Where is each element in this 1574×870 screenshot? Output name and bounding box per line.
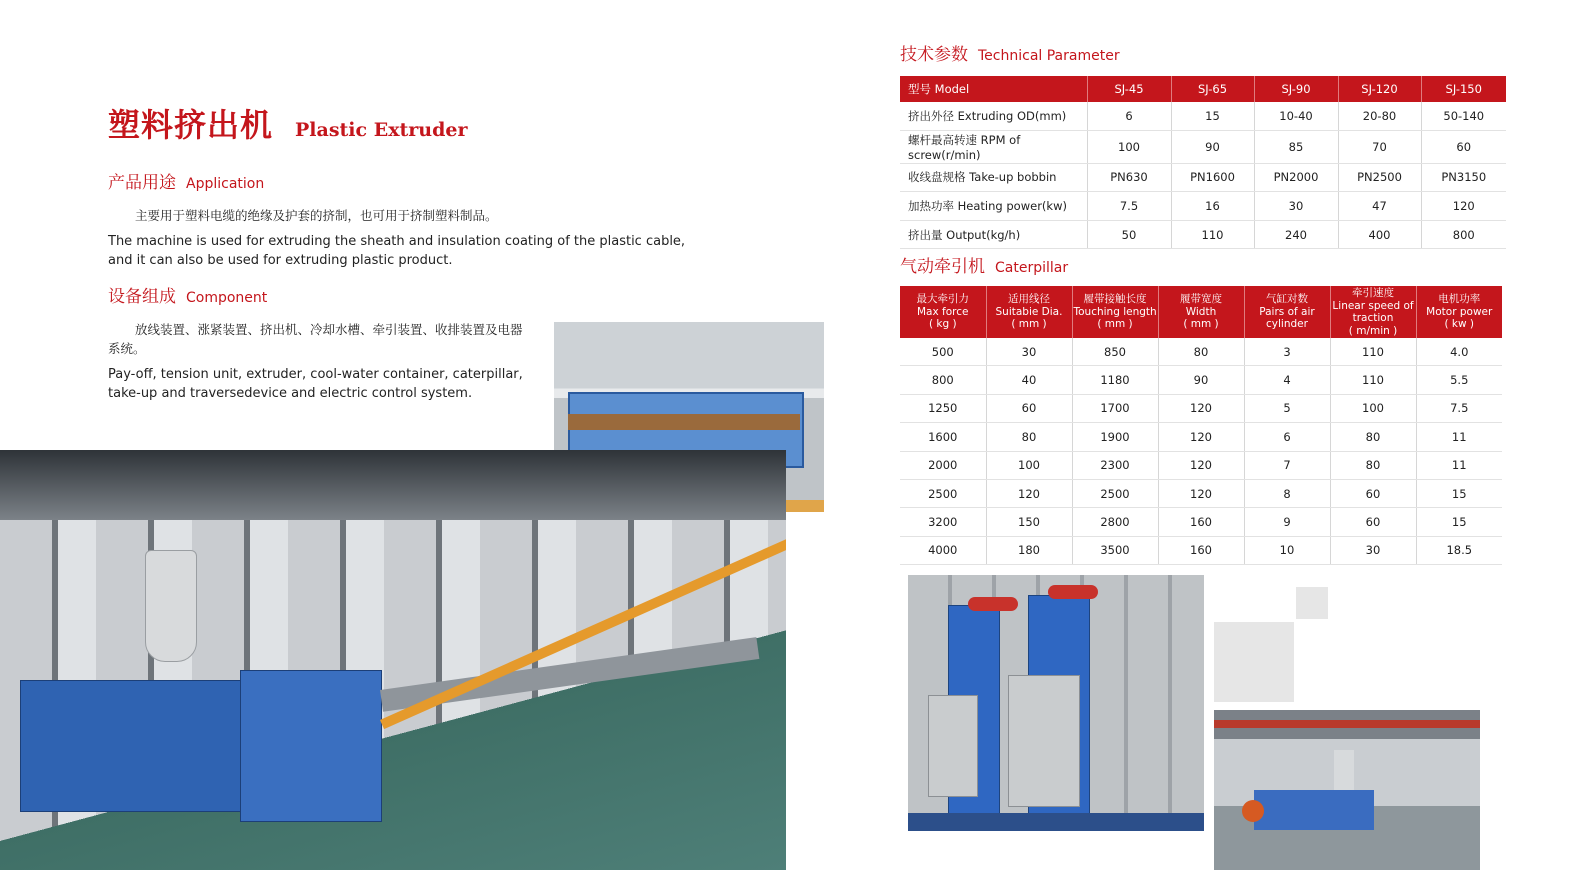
- table-cell: 6: [1087, 102, 1171, 130]
- title-en: Plastic Extruder: [295, 119, 468, 141]
- table-cell: 11: [1416, 423, 1502, 451]
- table-cell: 400: [1338, 220, 1421, 249]
- caterpillar-heading: [900, 252, 1068, 277]
- decorative-square: [1296, 587, 1328, 619]
- table-cell: 110: [1171, 220, 1254, 249]
- table-cell: 7: [1244, 451, 1330, 479]
- application-text-en: The machine is used for extruding the sheath and insulation coating of the plastic cable, and it can also be used for extruding plastic product.: [108, 234, 686, 268]
- extrusion-line-photo: [0, 450, 786, 870]
- table-cell: 15: [1416, 479, 1502, 507]
- table-cell: 80: [1330, 423, 1416, 451]
- table-cell: 90: [1158, 366, 1244, 394]
- table-cell: 120: [1158, 394, 1244, 422]
- table-cell: 2500: [1072, 479, 1158, 507]
- table-cell: 1180: [1072, 366, 1158, 394]
- factory-line-photo: [1214, 710, 1480, 870]
- table-cell: 150: [986, 508, 1072, 536]
- table-header-row: [900, 76, 1506, 102]
- table-row: [900, 220, 1506, 249]
- table-cell: 2500: [900, 479, 986, 507]
- table-cell: 8: [1244, 479, 1330, 507]
- machine-cap: [968, 597, 1018, 611]
- hopper-dryer: [145, 550, 197, 662]
- table-cell: 85: [1254, 130, 1338, 163]
- header-cell: 适用线径 Suitabie Dia. ( mm ): [986, 286, 1072, 338]
- table-cell: 100: [1087, 130, 1171, 163]
- table-row: [900, 163, 1506, 192]
- table-cell: 15: [1171, 102, 1254, 130]
- component-text-en: Pay-off, tension unit, extruder, cool-water container, caterpillar, take-up and traversedevice and electric control system.: [108, 367, 523, 401]
- table-cell: 5: [1244, 394, 1330, 422]
- table-cell: 30: [986, 338, 1072, 366]
- table-cell: 110: [1330, 366, 1416, 394]
- factory-roof: [0, 450, 786, 520]
- table-cell: 100: [1330, 394, 1416, 422]
- table-cell: 850: [1072, 338, 1158, 366]
- table-cell: 5.5: [1416, 366, 1502, 394]
- machine-cap: [1048, 585, 1098, 599]
- table-cell: 40: [986, 366, 1072, 394]
- control-cabinet: [928, 695, 978, 797]
- table-cell: 4.0: [1416, 338, 1502, 366]
- extruder-machine: [1254, 790, 1374, 830]
- header-cell: 电机功率 Motor power ( kw ): [1416, 286, 1502, 338]
- header-cell: SJ-120: [1338, 76, 1421, 102]
- table-cell: 3200: [900, 508, 986, 536]
- table-row: [900, 423, 1502, 451]
- caterpillar-heading-cn: 气动牵引机: [900, 257, 985, 277]
- table-cell: 120: [1158, 423, 1244, 451]
- machine-base: [908, 813, 1204, 831]
- table-cell: 1600: [900, 423, 986, 451]
- caterpillar-belt: [568, 414, 800, 430]
- table-cell: 10-40: [1254, 102, 1338, 130]
- table-cell: 80: [1330, 451, 1416, 479]
- table-cell: 60: [1421, 130, 1506, 163]
- table-cell: 4: [1244, 366, 1330, 394]
- application-heading-en: Application: [186, 176, 265, 192]
- table-cell: 180: [986, 536, 1072, 564]
- table-cell: 6: [1244, 423, 1330, 451]
- header-cell: 最大牵引力 Max force ( kg ): [900, 286, 986, 338]
- table-cell: 4000: [900, 536, 986, 564]
- payoff-reel: [1242, 800, 1264, 822]
- table-cell: 50-140: [1421, 102, 1506, 130]
- table-cell: PN2500: [1338, 163, 1421, 192]
- table-cell: PN2000: [1254, 163, 1338, 192]
- table-cell: 2300: [1072, 451, 1158, 479]
- table-cell: 3: [1244, 338, 1330, 366]
- header-cell: 气缸对数 Pairs of air cylinder: [1244, 286, 1330, 338]
- header-cell: 型号 Model: [900, 76, 1087, 102]
- caterpillar-table-body: [900, 338, 1502, 565]
- extruder-machine: [20, 680, 242, 812]
- table-cell: 1700: [1072, 394, 1158, 422]
- technical-heading-cn: 技术参数: [900, 45, 968, 65]
- control-cabinet: [1008, 675, 1080, 807]
- table-cell: 90: [1171, 130, 1254, 163]
- table-cell: 120: [1158, 479, 1244, 507]
- table-cell: 18.5: [1416, 536, 1502, 564]
- table-row: [900, 338, 1502, 366]
- table-row: [900, 366, 1502, 394]
- page-title: [108, 100, 468, 146]
- table-row: [900, 102, 1506, 130]
- table-cell: 7.5: [1087, 192, 1171, 221]
- table-row: [900, 130, 1506, 163]
- header-cell: SJ-90: [1254, 76, 1338, 102]
- table-cell: 60: [986, 394, 1072, 422]
- table-cell: 9: [1244, 508, 1330, 536]
- table-cell: 挤出量 Output(kg/h): [900, 220, 1087, 249]
- overhead-crane: [1214, 720, 1480, 728]
- table-cell: 16: [1171, 192, 1254, 221]
- component-heading-cn: 设备组成: [108, 287, 176, 307]
- technical-heading-en: Technical Parameter: [978, 48, 1120, 64]
- table-cell: 螺杆最高转速 RPM of screw(r/min): [900, 130, 1087, 163]
- header-cell: SJ-150: [1421, 76, 1506, 102]
- table-cell: 7.5: [1416, 394, 1502, 422]
- table-cell: 120: [986, 479, 1072, 507]
- table-cell: 2800: [1072, 508, 1158, 536]
- application-heading-cn: 产品用途: [108, 173, 176, 193]
- table-cell: 15: [1416, 508, 1502, 536]
- table-cell: 120: [1421, 192, 1506, 221]
- table-cell: 30: [1330, 536, 1416, 564]
- component-heading: [108, 282, 267, 307]
- table-row: [900, 394, 1502, 422]
- table-cell: PN630: [1087, 163, 1171, 192]
- table-header-row: [900, 286, 1502, 338]
- table-cell: 20-80: [1338, 102, 1421, 130]
- table-cell: 2000: [900, 451, 986, 479]
- table-row: [900, 536, 1502, 564]
- table-row: [900, 451, 1502, 479]
- table-cell: PN3150: [1421, 163, 1506, 192]
- table-cell: 1250: [900, 394, 986, 422]
- table-cell: 30: [1254, 192, 1338, 221]
- table-cell: 160: [1158, 508, 1244, 536]
- table-cell: 47: [1338, 192, 1421, 221]
- table-cell: 11: [1416, 451, 1502, 479]
- caterpillar-table: [900, 286, 1502, 565]
- header-cell: 履带接触长度 Touching length ( mm ): [1072, 286, 1158, 338]
- table-cell: 110: [1330, 338, 1416, 366]
- table-cell: 10: [1244, 536, 1330, 564]
- table-cell: 收线盘规格 Take-up bobbin: [900, 163, 1087, 192]
- application-text-cn: 主要用于塑料电缆的绝缘及护套的挤制，也可用于挤制塑料制品。: [135, 208, 498, 223]
- table-cell: 50: [1087, 220, 1171, 249]
- component-heading-en: Component: [186, 290, 268, 306]
- table-cell: 80: [1158, 338, 1244, 366]
- header-cell: 牵引速度 Linear speed of traction ( m/min ): [1330, 286, 1416, 338]
- table-cell: 500: [900, 338, 986, 366]
- floor-stripe: [380, 533, 786, 729]
- table-cell: 挤出外径 Extruding OD(mm): [900, 102, 1087, 130]
- technical-parameter-table: [900, 76, 1506, 249]
- table-cell: 60: [1330, 508, 1416, 536]
- title-cn: 塑料挤出机: [108, 106, 274, 144]
- table-cell: 800: [1421, 220, 1506, 249]
- caterpillar-machines-photo: [908, 575, 1204, 831]
- table-cell: 1900: [1072, 423, 1158, 451]
- component-text-cn: 放线装置、涨紧装置、挤出机、冷却水槽、牵引装置、收排装置及电器系统。: [108, 322, 523, 356]
- table-cell: 60: [1330, 479, 1416, 507]
- table-row: [900, 508, 1502, 536]
- table-cell: 80: [986, 423, 1072, 451]
- table-cell: 800: [900, 366, 986, 394]
- table-cell: 100: [986, 451, 1072, 479]
- extruder-head: [240, 670, 382, 822]
- technical-heading: [900, 40, 1120, 65]
- table-cell: PN1600: [1171, 163, 1254, 192]
- table-cell: 240: [1254, 220, 1338, 249]
- table-cell: 160: [1158, 536, 1244, 564]
- table-row: [900, 479, 1502, 507]
- header-cell: SJ-65: [1171, 76, 1254, 102]
- table-cell: 70: [1338, 130, 1421, 163]
- table-cell: 加热功率 Heating power(kw): [900, 192, 1087, 221]
- application-heading: [108, 168, 264, 193]
- header-cell: SJ-45: [1087, 76, 1171, 102]
- table-row: [900, 192, 1506, 221]
- table-cell: 3500: [1072, 536, 1158, 564]
- decorative-square: [1214, 622, 1294, 702]
- header-cell: 履带宽度 Width ( mm ): [1158, 286, 1244, 338]
- table-cell: 120: [1158, 451, 1244, 479]
- caterpillar-heading-en: Caterpillar: [995, 260, 1069, 276]
